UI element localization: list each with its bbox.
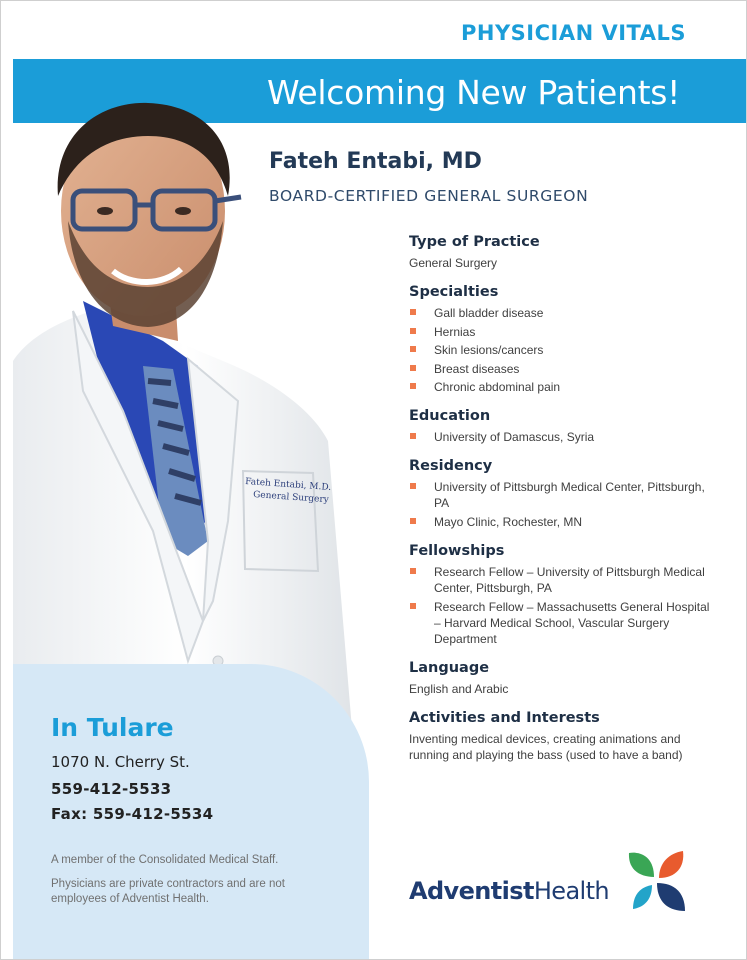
list-item: University of Damascus, Syria	[409, 429, 719, 445]
section-title: Residency	[409, 458, 493, 475]
square-bullet-icon	[410, 309, 416, 315]
square-bullet-icon	[410, 383, 416, 389]
list-item: Breast diseases	[409, 361, 719, 377]
residency-list	[409, 479, 719, 530]
disclaimer: Physicians are private contractors and are not employees of Adventist Health.	[51, 878, 285, 905]
section-fellowships	[409, 542, 719, 647]
leaf-logo-icon	[621, 847, 691, 917]
square-bullet-icon	[410, 518, 416, 524]
list-item: Chronic abdominal pain	[409, 379, 719, 395]
list-item: Mayo Clinic, Rochester, MN	[409, 514, 719, 530]
physician-name: Fateh Entabi, MD	[269, 149, 482, 174]
fellowships-list	[409, 564, 719, 647]
physician-title: BOARD-CERTIFIED GENERAL SURGEON	[269, 187, 589, 205]
section-language	[409, 659, 719, 697]
section-body: General Surgery	[409, 256, 498, 270]
svg-text:General Surgery: General Surgery	[252, 490, 330, 506]
education-list	[409, 429, 719, 445]
logo-word-light: Health	[533, 877, 610, 905]
location-heading: In Tulare	[51, 713, 174, 742]
phone-number: 559-412-5533	[51, 780, 172, 798]
section-title: Activities and Interests	[409, 709, 600, 726]
specialties-list	[409, 305, 719, 395]
square-bullet-icon	[410, 346, 416, 352]
square-bullet-icon	[410, 483, 416, 489]
list-item: Gall bladder disease	[409, 305, 719, 321]
section-specialties	[409, 283, 719, 395]
section-activities	[409, 709, 719, 763]
physician-vitals-kicker: PHYSICIAN VITALS	[461, 21, 686, 45]
logo-word-bold: Adventist	[409, 877, 534, 905]
adventist-health-logo	[409, 877, 609, 905]
details-column	[409, 233, 719, 775]
square-bullet-icon	[410, 328, 416, 334]
square-bullet-icon	[410, 365, 416, 371]
list-item: University of Pittsburgh Medical Center, Pittsburgh, PA	[409, 479, 719, 511]
section-body: English and Arabic	[409, 681, 509, 696]
section-practice	[409, 233, 719, 271]
address: 1070 N. Cherry St.	[51, 753, 190, 771]
section-title: Education	[409, 408, 491, 425]
section-title: Fellowships	[409, 542, 505, 559]
section-title: Language	[409, 659, 490, 676]
square-bullet-icon	[410, 568, 416, 574]
list-item: Skin lesions/cancers	[409, 342, 719, 358]
section-residency	[409, 457, 719, 530]
member-note: A member of the Consolidated Medical Staff.	[51, 854, 279, 866]
square-bullet-icon	[410, 433, 416, 439]
banner-title: Welcoming New Patients!	[267, 73, 681, 112]
list-item: Research Fellow – University of Pittsburgh Medical Center, Pittsburgh, PA	[409, 564, 719, 596]
svg-text:Fateh Entabi, M.D.: Fateh Entabi, M.D.	[244, 477, 332, 494]
list-item: Research Fellow – Massachusetts General Hospital – Harvard Medical School, Vascular Surgery Department	[409, 599, 719, 647]
list-item: Hernias	[409, 324, 719, 340]
section-education	[409, 407, 719, 445]
section-title: Type of Practice	[409, 234, 540, 250]
fax-number: Fax: 559-412-5534	[51, 805, 214, 823]
square-bullet-icon	[410, 603, 416, 609]
section-title: Specialties	[409, 284, 499, 300]
section-body: Inventing medical devices, creating animations and running and playing the bass (used to have a band)	[409, 731, 683, 762]
